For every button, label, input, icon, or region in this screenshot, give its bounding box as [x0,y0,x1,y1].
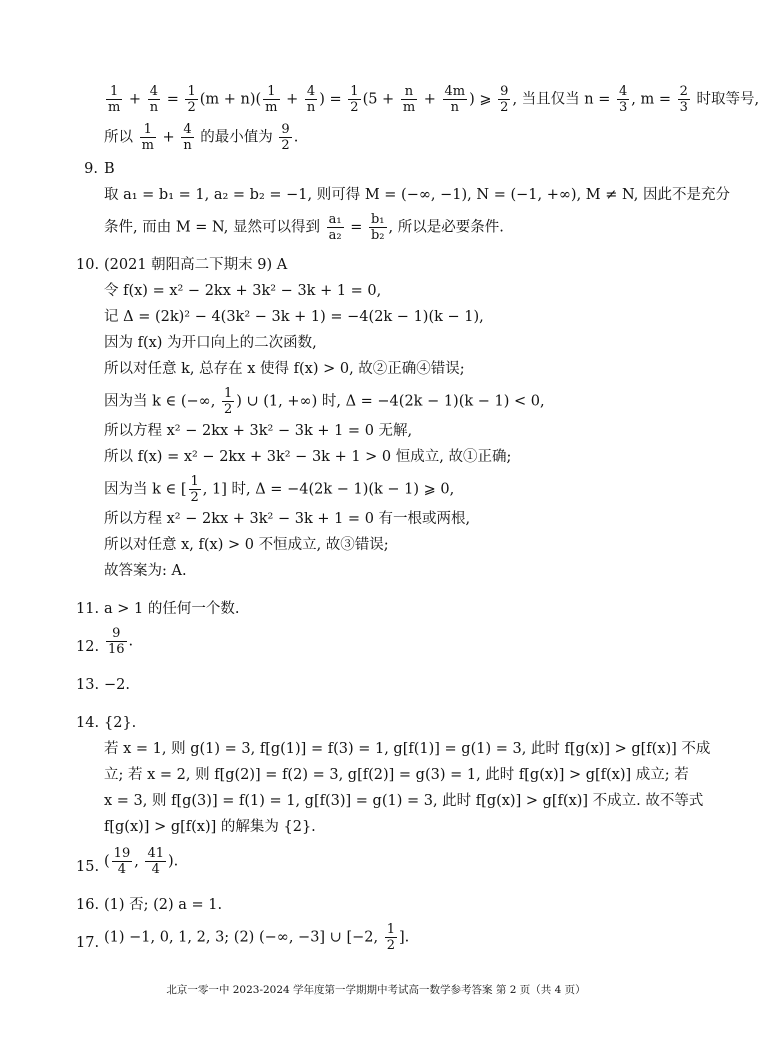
fraction: $\frac{4}{n}$ [183,122,192,153]
q14-line: f[g(x)] > g[f(x)] 的解集为 {2}. [104,819,316,835]
fraction: $\frac{4}{n}$ [306,84,316,115]
fraction: $\frac{1}{m}$ [141,122,154,153]
q9-answer: B [104,161,115,177]
fraction: $\frac{2}{3}$ [679,84,688,115]
fraction: $\frac{1}{2}$ [386,922,395,953]
fraction: $\frac{41}{4}$ [147,846,164,877]
fraction: $\frac{9}{16}$ [108,626,125,657]
fraction: $\frac{4m}{n}$ [444,84,466,115]
fraction: $\frac{\text{a₁}}{\text{a₂}}$ [328,212,342,243]
fraction: $\frac{1}{m}$ [108,84,121,115]
question-number: 12. [76,639,100,655]
fraction: $\frac{9}{2}$ [500,84,509,115]
q12-answer: $\frac{9}{16}$ . [108,626,134,657]
page-footer: 北京一零一中 2023-2024 学年度第一学期期中考试高一数学参考答案 第 2 页（共 4 页） [166,984,586,996]
fraction: $\frac{4}{n}$ [149,84,159,115]
q8-line-2: 所以 $\frac{1}{m}$ + $\frac{4}{n}$ 的最小值为 $\frac{9}{2}$ . [104,122,299,153]
q10-line: 所以 f(x) = x² − 2kx + 3k² − 3k + 1 > 0 恒成立, 故①正确; [104,449,512,465]
q14-line: 若 x = 1, 则 g(1) = 3, f[g(1)] = f(3) = 1, g[f(1)] = g(1) = 3, 此时 f[g(x)] > g[f(x)] 不成 [104,741,711,757]
q10-line: 因为当 k ∈ [ $\frac{1}{2}$ , 1] 时, Δ = −4(2k − 1)(k − 1) ⩾ 0, [104,474,455,505]
q10-line: 故答案为: A. [104,563,187,579]
q9-line-1: 取 a₁ = b₁ = 1, a₂ = b₂ = −1, 则可得 M = (−∞, −1), N = (−1, +∞), M ≠ N, 因此不是充分 [104,187,730,203]
q17-answer: (1) −1, 0, 1, 2, 3; (2) (−∞, −3] ∪ [−2, $\frac{1}{2}$ ]. [104,922,410,953]
q10-line: 因为 f(x) 为开口向上的二次函数, [104,335,317,351]
fraction: $\frac{4}{3}$ [618,84,628,115]
q9-line-2: 条件, 而由 M = N, 显然可以得到 $\frac{\text{a₁}}{\text{a₂}}$ = $\frac{\text{b₁}}{\text{b₂}}$ , 所以是必要条件. [104,212,504,243]
fraction: $\frac{1}{2}$ [350,84,359,115]
q10-line: 所以对任意 k, 总存在 x 使得 f(x) > 0, 故②正确④错误; [104,361,465,377]
question-number: 11. [76,601,100,617]
q10-line: 令 f(x) = x² − 2kx + 3k² − 3k + 1 = 0, [104,283,382,299]
q15-answer: ( $\frac{19}{4}$ , $\frac{41}{4}$ ). [104,846,179,877]
fraction: $\frac{1}{2}$ [190,474,199,505]
question-number: 16. [76,897,100,913]
q13-answer: −2. [104,677,130,693]
question-number: 10. [76,257,100,273]
fraction: $\frac{1}{2}$ [223,386,233,417]
q10-line: 因为当 k ∈ (−∞, $\frac{1}{2}$ ) ∪ (1, +∞) 时, Δ = −4(2k − 1)(k − 1) < 0, [104,386,545,417]
fraction: $\frac{\text{b₁}}{\text{b₂}}$ [370,212,385,243]
q8-line-1: $\frac{1}{m}$ + $\frac{4}{n}$ = $\frac{1}{2}$ (m + n)( $\frac{1}{m}$ + $\frac{4}{n}$ ) = $\frac{1}{2}$ (5 + $\frac{n}{m}$ + $\frac{4m}{n}$ ) ⩾ $\frac{9}{2}$ , 当且仅当 n = $\frac{4}{3}$ , m = $\frac{2}{3}$ 时取等号, [108,84,759,115]
fraction: $\frac{1}{2}$ [187,84,196,115]
q10-line: 所以对任意 x, f(x) > 0 不恒成立, 故③错误; [104,537,389,553]
q10-line: 所以方程 x² − 2kx + 3k² − 3k + 1 = 0 有一根或两根, [104,511,471,527]
q10-line: 记 Δ = (2k)² − 4(3k² − 3k + 1) = −4(2k − 1)(k − 1), [104,309,484,325]
question-number: 17. [76,935,100,951]
question-number: 13. [76,677,100,693]
q11-answer: a > 1 的任何一个数. [104,601,240,617]
fraction: $\frac{9}{2}$ [281,122,290,153]
fraction: $\frac{19}{4}$ [113,846,131,877]
question-number: 15. [76,859,100,875]
fraction: $\frac{n}{m}$ [402,84,416,115]
q16-answer: (1) 否; (2) a = 1. [104,897,223,913]
fraction: $\frac{1}{m}$ [265,84,278,115]
q14-line: x = 3, 则 f[g(3)] = f(1) = 1, g[f(3)] = g(1) = 3, 此时 f[g(x)] > g[f(x)] 不成立. 故不等式 [104,793,704,809]
q10-line: 所以方程 x² − 2kx + 3k² − 3k + 1 = 0 无解, [104,423,413,439]
q14-answer: {2}. [104,715,137,731]
q10-head: (2021 朝阳高二下期末 9) A [104,257,288,273]
question-number: 14. [76,715,100,731]
question-number: 9. [84,161,98,177]
q14-line: 立; 若 x = 2, 则 f[g(2)] = f(2) = 3, g[f(2)] = g(3) = 1, 此时 f[g(x)] > g[f(x)] 成立; 若 [104,767,689,783]
